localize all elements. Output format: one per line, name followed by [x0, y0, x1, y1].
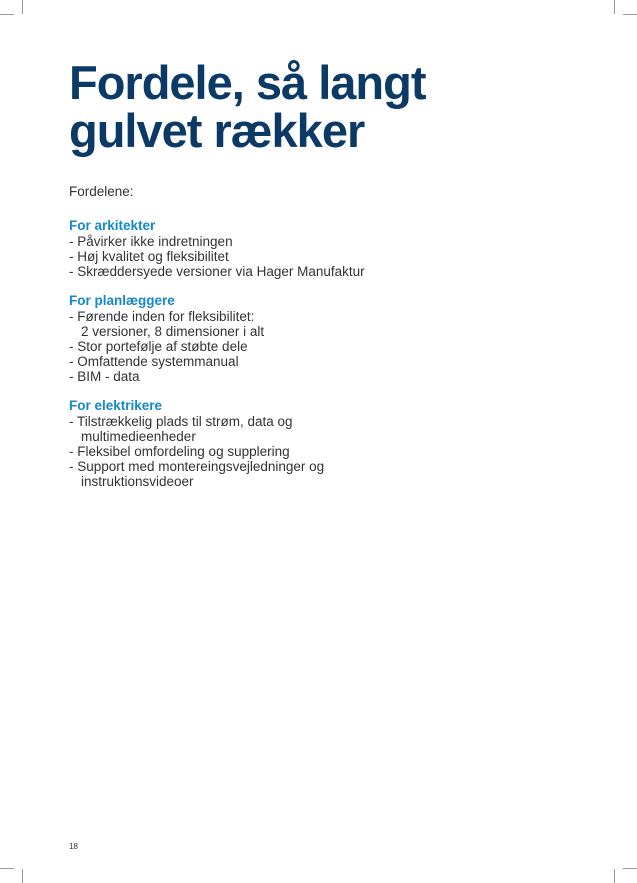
list-item-text: - Høj kvalitet og fleksibilitet [69, 249, 229, 264]
section-heading: For elektrikere [69, 398, 163, 413]
list-item-continuation: multimedieenheder [81, 429, 196, 444]
list-item [69, 459, 429, 489]
crop-mark-top-left-h [0, 14, 14, 15]
crop-mark-bottom-right [614, 869, 615, 883]
list-item [69, 264, 429, 279]
page-title-line-2: gulvet rækker [69, 104, 365, 157]
list-item-text: - Omfattende systemmanual [69, 354, 239, 369]
list-item-continuation: 2 versioner, 8 dimensioner i alt [81, 324, 265, 339]
list-item [69, 339, 429, 354]
list-item-continuation: instruktionsvideoer [81, 474, 194, 489]
list-item [69, 309, 429, 339]
list-item-text: - Support med montereingsvejledninger og [69, 459, 325, 474]
list-item [69, 444, 429, 459]
crop-mark-top-right [614, 0, 615, 14]
crop-mark-bottom-left-h [0, 868, 14, 869]
list-item-text: - BIM - data [69, 369, 140, 384]
list-item-text: - Påvirker ikke indretningen [69, 234, 233, 249]
page-title [69, 56, 426, 157]
list-item-text: - Skræddersyede versioner via Hager Manufaktur [69, 264, 365, 279]
section-heading: For planlæggere [69, 293, 175, 308]
list-item [69, 249, 429, 264]
crop-mark-top-left [22, 0, 23, 14]
list-item-text: - Førende inden for fleksibilitet: [69, 309, 255, 324]
page-title-line-1: Fordele, så langt [69, 56, 426, 109]
list-item-text: - Fleksibel omfordeling og supplering [69, 444, 290, 459]
crop-mark-bottom-left [22, 869, 23, 883]
intro-text: Fordelene: [69, 184, 134, 199]
crop-mark-bottom-right-h [623, 868, 637, 869]
section-electricians [69, 398, 429, 489]
list-item-text: - Tilstrækkelig plads til strøm, data og [69, 414, 293, 429]
page-number: 18 [69, 842, 78, 851]
section-architects [69, 218, 429, 279]
crop-mark-top-right-h [623, 14, 637, 15]
list-item [69, 354, 429, 369]
list-item [69, 369, 429, 384]
section-planners [69, 293, 429, 384]
list-item [69, 234, 429, 249]
list-item [69, 414, 429, 444]
list-item-text: - Stor portefølje af støbte dele [69, 339, 248, 354]
section-heading: For arkitekter [69, 218, 156, 233]
